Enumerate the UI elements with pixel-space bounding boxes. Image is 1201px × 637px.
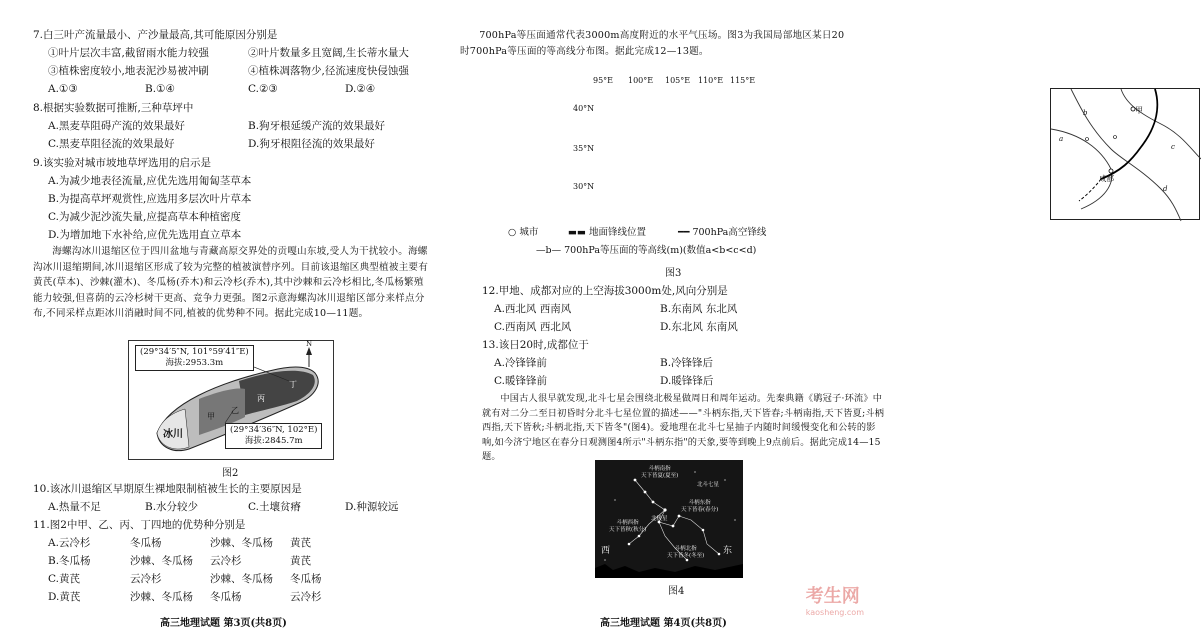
upper-front-icon: ━━ [678,227,693,238]
q11-cell: 黄芪 [290,537,311,549]
surface-front-icon: ▬▬ [568,227,589,238]
q7-stem: 7.白三叶产流量最小、产沙量最高,其可能原因分别是 [33,29,278,41]
lon-100: 100°E [628,76,654,85]
q10-option-b: B.水分较少 [145,501,199,513]
altitude-upper: 海拔:2953.3m [165,358,224,368]
q11-cell: 黄芪 [290,555,311,567]
q13-stem: 13.该日20时,成都位于 [482,339,589,351]
q8-option-a: A.黑麦草阻碍产流的效果最好 [48,120,185,132]
coord-lower: (29°34′36″N, 102°E) [230,425,318,435]
q8-option-d: D.狗牙根阻径流的效果最好 [248,138,375,150]
q10-option-c: C.土壤贫瘠 [248,501,301,513]
contour-map-svg [1051,89,1201,221]
q10-stem: 10.该冰川退缩区早期原生裸地限制植被生长的主要原因是 [33,483,302,495]
q12-option-c: C.西南风 西北风 [494,321,572,333]
q7-opt2: ②叶片数量多且宽阔,生长蒂水量大 [248,47,409,59]
q9-option-c: C.为减少泥沙流失量,应提高草本种植密度 [48,211,241,223]
passage-glacier: 海螺沟冰川退缩区位于四川盆地与青藏高原交界处的贡嘎山东坡,受人为干扰较小。海螺沟冰川退缩期间,冰川退缩区形成了较为完整的植被演替序列。目前该退缩区典型植被主要有黄芪(草本)、沙棘(灌木)、冬瓜杨(乔木)和云冷杉(乔木),其中沙棘和云冷杉相比,冬瓜杨繁殖能力较强,但喜荫的云冷杉树干更高、竞争力更强。图2示意海螺沟冰川退缩区部分来样点分布,不同采样点距冰川消融时间不同,植被的优势种不同。据此完成10—11题。 [33,246,428,319]
q12-option-d: D.东北风 东南风 [660,321,738,333]
contour-c: c [1171,143,1175,151]
label-big-dipper: 北斗七星 [697,482,720,488]
contour-b: b [1083,109,1088,117]
lon-110: 110°E [698,76,724,85]
q11-cell: 冬瓜杨 [210,591,242,603]
lon-115: 115°E [730,76,756,85]
legend-upper-label: 700hPa高空锋线 [692,227,767,238]
label-east: 东 [723,546,733,556]
q11-cell: D.黄芪 [48,591,81,603]
q10-option-a: A.热量不足 [48,501,101,513]
label-west: 西 [601,546,611,556]
left-page [0,0,450,637]
coord-box-upper [135,345,254,371]
q7-opt4: ④植株凋落物少,径流速度快侵蚀强 [248,65,409,77]
q11-cell: 沙棘、冬瓜杨 [210,573,273,585]
q9-stem: 9.该实验对城市坡地草坪选用的启示是 [33,157,212,169]
q7-opt1: ①叶片层次丰富,截留雨水能力较强 [48,47,209,59]
intro-line-1: 700hPa等压面通常代表3000m高度附近的水平气压场。图3为我国局部地区某日20 [479,30,845,41]
contour-a: a [1059,135,1064,143]
q12-option-b: B.东南风 东北风 [660,303,738,315]
label-spring: 斗柄东指 天下皆春(春分) [681,500,719,513]
q11-cell: 沙棘、冬瓜杨 [210,537,273,549]
q11-cell: A.云冷杉 [48,537,91,549]
figure-3-caption: 图3 [665,268,682,279]
figure-4-star-chart [595,460,743,578]
q12-stem: 12.甲地、成都对应的上空海拔3000m处,风向分别是 [482,285,728,297]
lon-95: 95°E [593,76,614,85]
north-arrow-label: N [306,340,313,348]
site-yi: 乙 [231,406,239,415]
glacier-label: 冰川 [163,429,183,440]
right-footer: 高三地理试题 第4页(共8页) [600,618,727,629]
coord-upper: (29°34′5″N, 101°59′41″E) [140,347,249,357]
q7-option-d: D.②④ [345,83,376,95]
site-ding: 丁 [289,380,297,389]
label-autumn: 斗柄西指 天下皆秋(秋分) [609,520,647,533]
q8-stem: 8.根据实验数据可推断,三种草坪中 [33,102,194,114]
q11-cell: C.黄芪 [48,573,80,585]
watermark [806,582,864,617]
site-bing: 丙 [257,394,265,403]
q11-cell: 云冷杉 [130,573,162,585]
figure-3-map [1050,88,1200,220]
label-polaris: 北极星 [651,516,668,522]
q13-option-b: B.冷锋锋后 [660,357,714,369]
q11-stem: 11.图2中甲、乙、丙、丁四地的优势种分别是 [33,519,246,531]
q11-cell: 沙棘、冬瓜杨 [130,555,193,567]
q13-option-d: D.暖锋锋后 [660,375,714,387]
q7-option-c: C.②③ [248,83,278,95]
label-winter: 斗柄北指 天下皆冬(冬至) [667,546,705,559]
q12-option-a: A.西北风 西南风 [494,303,572,315]
lat-40: 40°N [573,104,595,113]
label-summer: 斗柄南指 天下皆夏(夏至) [641,466,679,479]
contour-line-icon: —b— [536,245,565,256]
q11-cell: B.冬瓜杨 [48,555,91,567]
legend-surface-label: 地面锋线位置 [588,227,646,238]
passage-big-dipper: 中国古人很早就发现,北斗七星会围绕北极星做周日和周年运动。先秦典籍《鹖冠子·环流》中就有对二分二至日初昏时分北斗七星位置的描述——"斗柄东指,天下皆春;斗柄南指,天下皆夏;斗柄西指,天下皆秋;斗柄北指,天下皆冬"(图4)。爱地理在北斗七星抽子内随时间缓慢变化和公转的影响,如今济宁地区在春分日观测图4所示"斗柄东指"的天象,要等到晚上9点前后。据此完成14—15题。 [482,393,885,462]
contour-d: d [1163,185,1168,193]
map-jia: 甲 [1135,106,1143,115]
lat-35: 35°N [573,144,595,153]
figure-2-map [128,340,334,460]
left-footer: 高三地理试题 第3页(共8页) [160,618,287,629]
lon-105: 105°E [665,76,691,85]
city-symbol-icon: ○ [508,227,520,238]
watermark-en: kaosheng.com [805,608,864,617]
q13-option-a: A.冷锋锋前 [494,357,547,369]
site-jia: 甲 [207,412,215,421]
legend-contour-label: 700hPa等压面的等高线(m)(数值a<b<c<d) [564,245,757,256]
q7-option-b: B.①④ [145,83,175,95]
altitude-lower: 海拔:2845.7m [244,436,303,446]
figure-4-caption: 图4 [668,586,685,597]
legend-city-label: 城市 [519,227,539,238]
q8-option-c: C.黑麦草阻径流的效果最好 [48,138,175,150]
q10-option-d: D.种源较远 [345,501,399,513]
q9-option-d: D.为增加地下水补给,应优先选用直立草本 [48,229,242,241]
q9-option-a: A.为减少地表径流量,应优先选用匍匐茎草本 [48,175,252,187]
q9-option-b: B.为提高草坪观赏性,应选用多层次叶片草本 [48,193,252,205]
watermark-cn: 考生网 [805,586,860,607]
map-chengdu: 成都 [1099,174,1114,183]
legend-surface-front [568,224,646,238]
q11-cell: 云冷杉 [290,591,322,603]
q11-cell: 沙棘、冬瓜杨 [130,591,193,603]
q11-cell: 冬瓜杨 [130,537,162,549]
figure-2-caption: 图2 [222,468,239,479]
coord-box-lower [225,423,322,449]
q11-cell: 云冷杉 [210,555,242,567]
intro-line-2: 时700hPa等压面的等高线分布图。据此完成12—13题。 [460,46,709,57]
q7-opt3: ③植株密度较小,地表泥沙易被冲刷 [48,65,209,77]
legend-contour [536,242,756,256]
q7-option-a: A.①③ [48,83,78,95]
q13-option-c: C.暖锋锋前 [494,375,547,387]
q8-option-b: B.狗牙根延缓产流的效果最好 [248,120,386,132]
legend-city [508,224,538,238]
lat-30: 30°N [573,182,595,191]
legend-upper-front [678,224,766,238]
q11-cell: 冬瓜杨 [290,573,322,585]
